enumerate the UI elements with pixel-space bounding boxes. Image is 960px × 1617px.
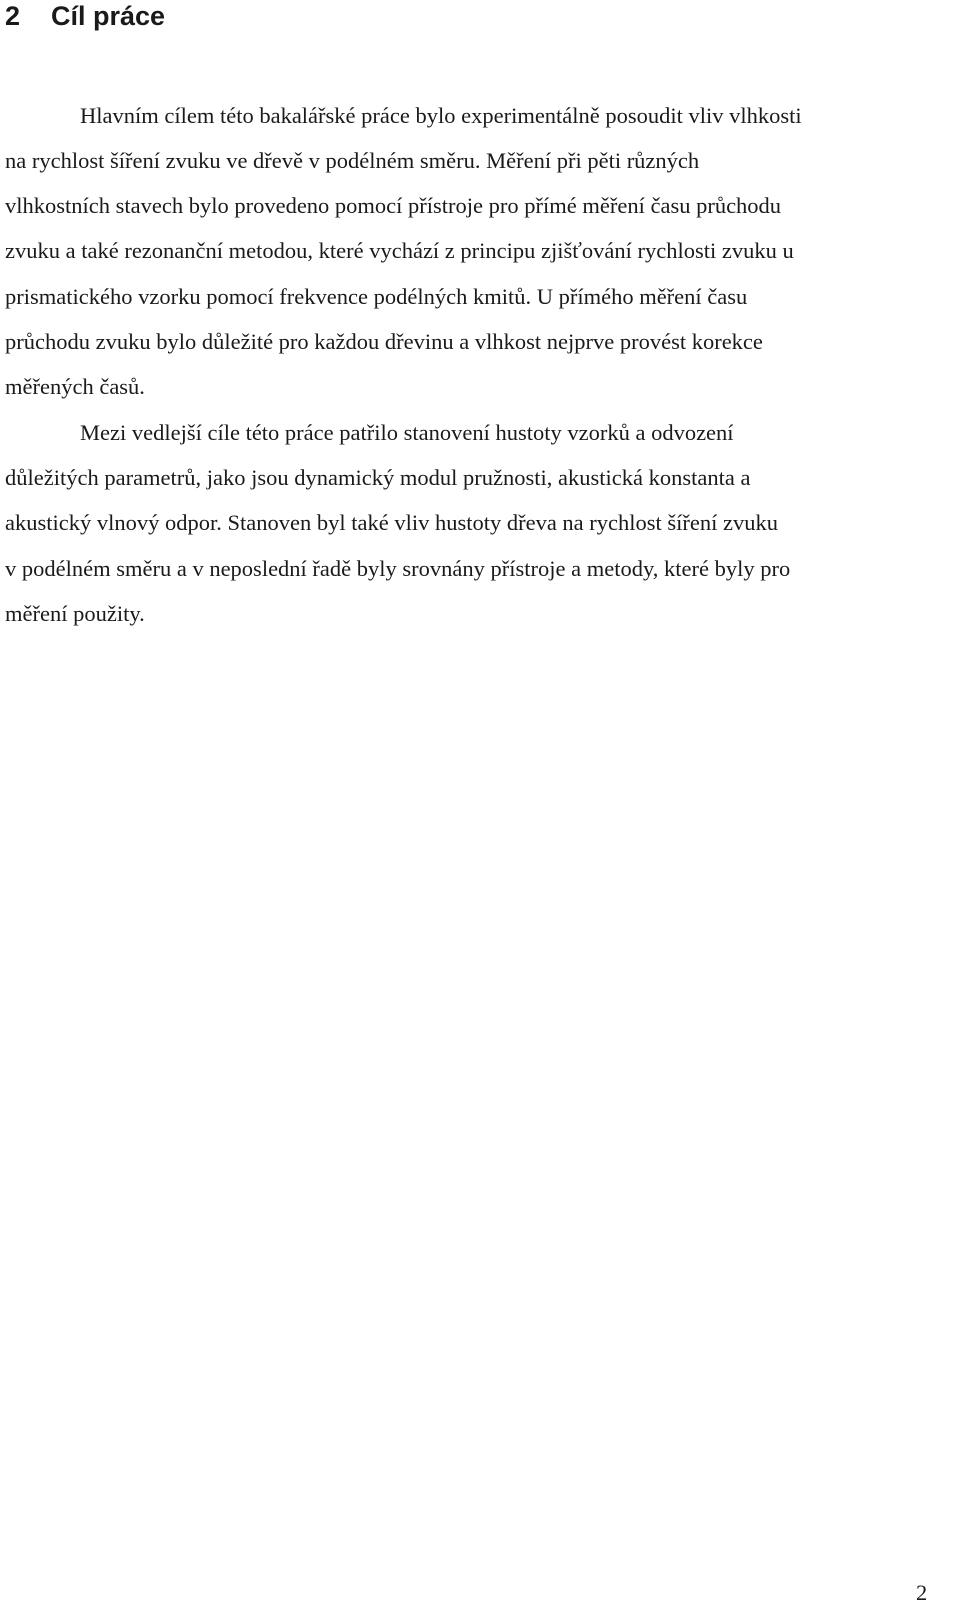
section-number: 2: [5, 1, 21, 31]
paragraph-1-line-5: prismatického vzorku pomocí frekvence podélných kmitů. U přímého měření času: [5, 284, 748, 309]
paragraph-2-line-3: akustický vlnový odpor. Stanoven byl také vliv hustoty dřeva na rychlost šíření zvuku: [5, 510, 778, 535]
paragraph-2-line-1: Mezi vedlejší cíle této práce patřilo stanovení hustoty vzorků a odvození: [80, 420, 734, 445]
paragraph-2-line-5: měření použity.: [5, 601, 145, 626]
paragraph-1-line-1: Hlavním cílem této bakalářské práce bylo experimentálně posoudit vliv vlhkosti: [80, 103, 802, 128]
paragraph-2-line-2: důležitých parametrů, jako jsou dynamický modul pružnosti, akustická konstanta a: [5, 465, 751, 490]
section-heading: [5, 0, 165, 32]
page-number: 2: [916, 1580, 928, 1605]
paragraph-1-line-6: průchodu zvuku bylo důležité pro každou dřevinu a vlhkost nejprve provést korekce: [5, 329, 763, 354]
paragraph-1-line-2: na rychlost šíření zvuku ve dřevě v podélném směru. Měření při pěti různých: [5, 148, 700, 173]
paragraph-2-line-4: v podélném směru a v neposlední řadě byly srovnány přístroje a metody, které byly pro: [5, 556, 791, 581]
paragraph-1-line-7: měřených časů.: [5, 374, 145, 399]
paragraph-1-line-3: vlhkostních stavech bylo provedeno pomocí přístroje pro přímé měření času průchodu: [5, 193, 782, 218]
paragraph-1-line-4: zvuku a také rezonanční metodou, které vychází z principu zjišťování rychlosti zvuku u: [5, 238, 794, 263]
section-title: Cíl práce: [51, 1, 166, 31]
